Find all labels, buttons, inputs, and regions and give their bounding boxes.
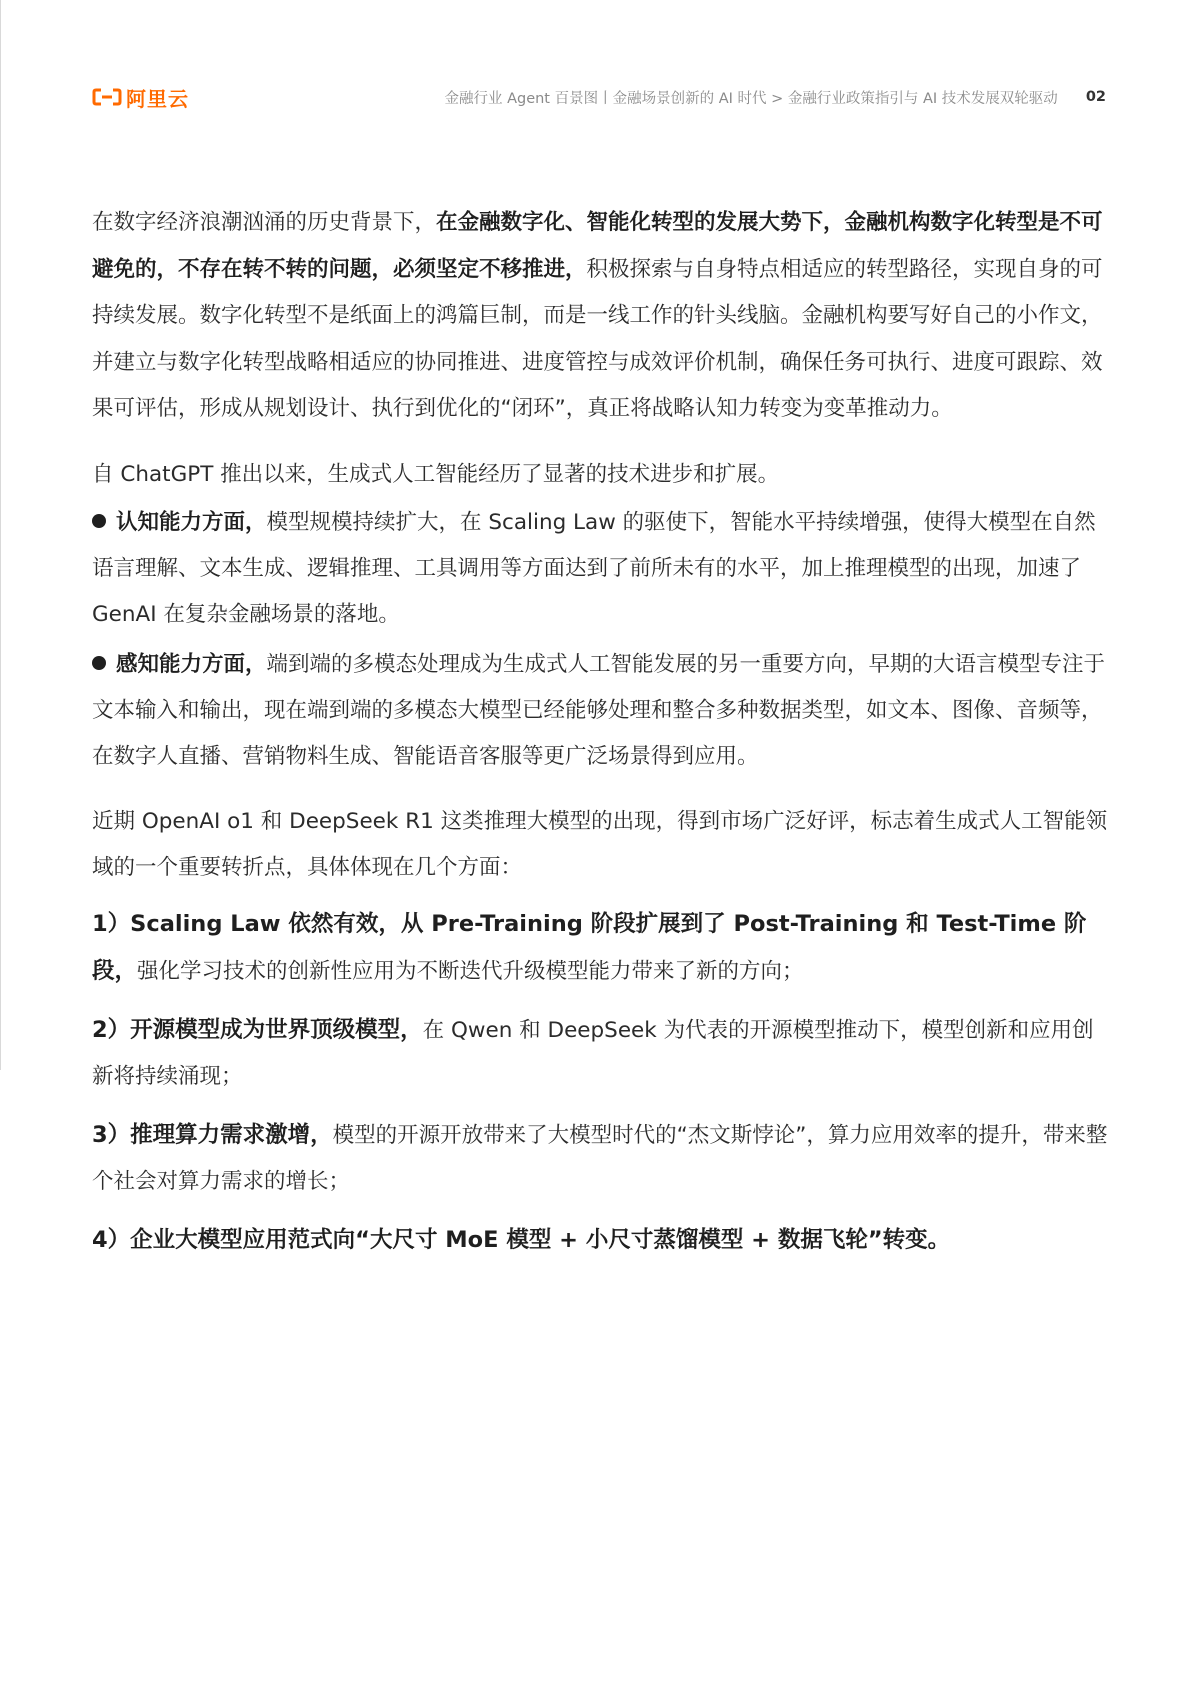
para1-emphasis: 在金融数字化、智能化转型的发展大势下，金融机构数字化转型是不可避免的，不存在转不转的问题，必须坚定不移推进， xyxy=(92,210,1103,282)
page-edge-rule xyxy=(0,0,1,1070)
point-body: 在 Qwen 和 DeepSeek 为代表的开源模型推动下，模型创新和应用创新将持续涌现； xyxy=(92,1017,1094,1089)
aliyun-bracket-icon xyxy=(92,88,122,106)
point-4 xyxy=(92,1217,1108,1264)
point-body: 强化学习技术的创新性应用为不断迭代升级模型能力带来了新的方向； xyxy=(137,958,804,984)
point-body: 模型的开源开放带来了大模型时代的“杰文斯悖论”，算力应用效率的提升，带来整个社会对算力需求的增长； xyxy=(92,1122,1108,1194)
point-1 xyxy=(92,901,1108,995)
point-title: 3）推理算力需求激增， xyxy=(92,1121,333,1148)
bullet-body: 端到端的多模态处理成为生成式人工智能发展的另一重要方向，早期的大语言模型专注于文本输入和输出，现在端到端的多模态大模型已经能够处理和整合多种数据类型，如文本、图像、音频等，在数字人直播、营销物料生成、智能语音客服等更广泛场景得到应用。 xyxy=(92,651,1106,769)
point-title: 1）Scaling Law 依然有效，从 Pre-Training 阶段扩展到了 Post-Training 和 Test-Time 阶段， xyxy=(92,910,1087,984)
point-2 xyxy=(92,1007,1108,1100)
logo-text: 阿里云 xyxy=(126,86,189,111)
bullet-body: 模型规模持续扩大，在 Scaling Law 的驱使下，智能水平持续增强，使得大模型在自然语言理解、文本生成、逻辑推理、工具调用等方面达到了前所未有的水平，加上推理模型的出现，加速了 GenAI 在复杂金融场景的落地。 xyxy=(92,509,1096,627)
page-number: 02 xyxy=(1085,89,1106,105)
page-header xyxy=(92,82,1106,112)
para1-rest: 积极探索与自身特点相适应的转型路径，实现自身的可持续发展。数字化转型不是纸面上的鸿篇巨制，而是一线工作的针头线脑。金融机构要写好自己的小作文，并建立与数字化转型战略相适应的协同推进、进度管控与成效评价机制，确保任务可执行、进度可跟踪、效果可评估，形成从规划设计、执行到优化的“闭环”，真正将战略认知力转变为变革推动力。 xyxy=(92,256,1103,421)
bullet-perception xyxy=(92,642,1108,780)
bullet-title: 感知能力方面， xyxy=(116,651,267,677)
aliyun-logo xyxy=(92,83,189,112)
bullet-cognition xyxy=(92,500,1108,638)
main-content xyxy=(92,200,1108,1264)
paragraph-digital-transformation xyxy=(92,200,1108,433)
bullet-dot-icon xyxy=(92,514,106,528)
point-title: 4）企业大模型应用范式向“大尺寸 MoE 模型 + 小尺寸蒸馏模型 + 数据飞轮”转变。 xyxy=(92,1226,951,1253)
paragraph-chatgpt: 自 ChatGPT 推出以来，生成式人工智能经历了显著的技术进步和扩展。 xyxy=(92,461,780,487)
bullet-title: 认知能力方面， xyxy=(116,509,267,535)
point-3 xyxy=(92,1112,1108,1205)
paragraph-reasoning-models: 近期 OpenAI o1 和 DeepSeek R1 这类推理大模型的出现，得到市场广泛好评，标志着生成式人工智能领域的一个重要转折点，具体体现在几个方面： xyxy=(92,808,1108,880)
para1-intro: 在数字经济浪潮汹涌的历史背景下， xyxy=(92,210,437,235)
point-title: 2）开源模型成为世界顶级模型， xyxy=(92,1016,423,1043)
bullet-dot-icon xyxy=(92,656,106,670)
breadcrumb: 金融行业 Agent 百景图丨金融场景创新的 AI 时代 > 金融行业政策指引与 AI 技术发展双轮驱动 xyxy=(444,90,1058,107)
